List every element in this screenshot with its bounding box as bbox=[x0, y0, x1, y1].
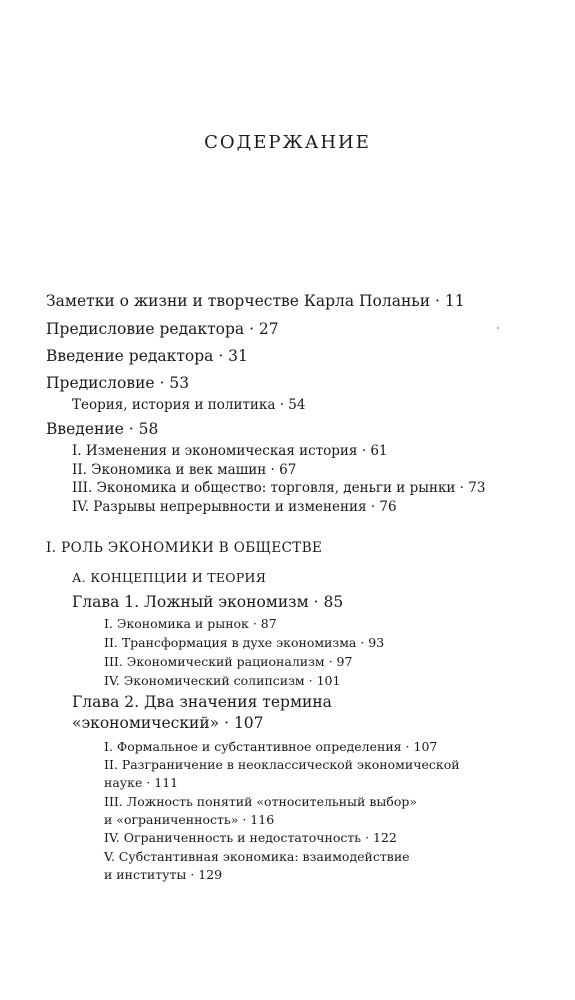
toc-entry-notes: Заметки о жизни и творчестве Карла Поланьи · 11 bbox=[46, 292, 465, 310]
toc-subentry-theory: Теория, история и политика · 54 bbox=[72, 397, 306, 413]
toc-subentry: I. Изменения и экономическая история · 61 bbox=[72, 443, 388, 459]
toc-subentry: IV. Экономический солипсизм · 101 bbox=[104, 673, 341, 688]
toc-subentry-cont: и «ограниченность» · 116 bbox=[104, 812, 275, 827]
toc-entry-introduction: Введение · 58 bbox=[46, 420, 159, 438]
toc-entry-editor-preface: Предисловие редактора · 27 bbox=[46, 320, 279, 338]
toc-subentry: V. Субстантивная экономика: взаимодействие bbox=[104, 849, 410, 864]
toc-subentry: II. Трансформация в духе экономизма · 93 bbox=[104, 635, 385, 650]
toc-chapter-1: Глава 1. Ложный экономизм · 85 bbox=[72, 593, 344, 611]
toc-subentry-cont: и институты · 129 bbox=[104, 867, 223, 882]
toc-chapter-2: Глава 2. Два значения термина bbox=[72, 693, 332, 711]
toc-subentry: III. Экономика и общество: торговля, деньги и рынки · 73 bbox=[72, 480, 486, 496]
toc-subentry: III. Ложность понятий «относительный выбор» bbox=[104, 794, 418, 809]
toc-subentry: II. Экономика и век машин · 67 bbox=[72, 462, 297, 478]
toc-subentry: IV. Ограниченность и недостаточность · 122 bbox=[104, 830, 397, 845]
toc-entry-editor-intro: Введение редактора · 31 bbox=[46, 347, 248, 365]
toc-subentry: I. Экономика и рынок · 87 bbox=[104, 616, 277, 631]
toc-subentry: IV. Разрывы непрерывности и изменения · 76 bbox=[72, 499, 397, 515]
toc-subentry: III. Экономический рационализм · 97 bbox=[104, 654, 353, 669]
toc-subentry-cont: науке · 111 bbox=[104, 775, 179, 790]
page-title: СОДЕРЖАНИЕ bbox=[204, 132, 371, 153]
toc-part-heading: I. РОЛЬ ЭКОНОМИКИ В ОБЩЕСТВЕ bbox=[46, 540, 323, 556]
toc-chapter-2-cont: «экономический» · 107 bbox=[72, 714, 264, 732]
toc-entry-preface: Предисловие · 53 bbox=[46, 374, 190, 392]
toc-subentry: II. Разграничение в неоклассической экономической bbox=[104, 757, 460, 772]
print-speck bbox=[497, 327, 499, 329]
toc-subentry: I. Формальное и субстантивное определения · 107 bbox=[104, 739, 438, 754]
toc-section-heading: А. КОНЦЕПЦИИ И ТЕОРИЯ bbox=[72, 570, 267, 585]
